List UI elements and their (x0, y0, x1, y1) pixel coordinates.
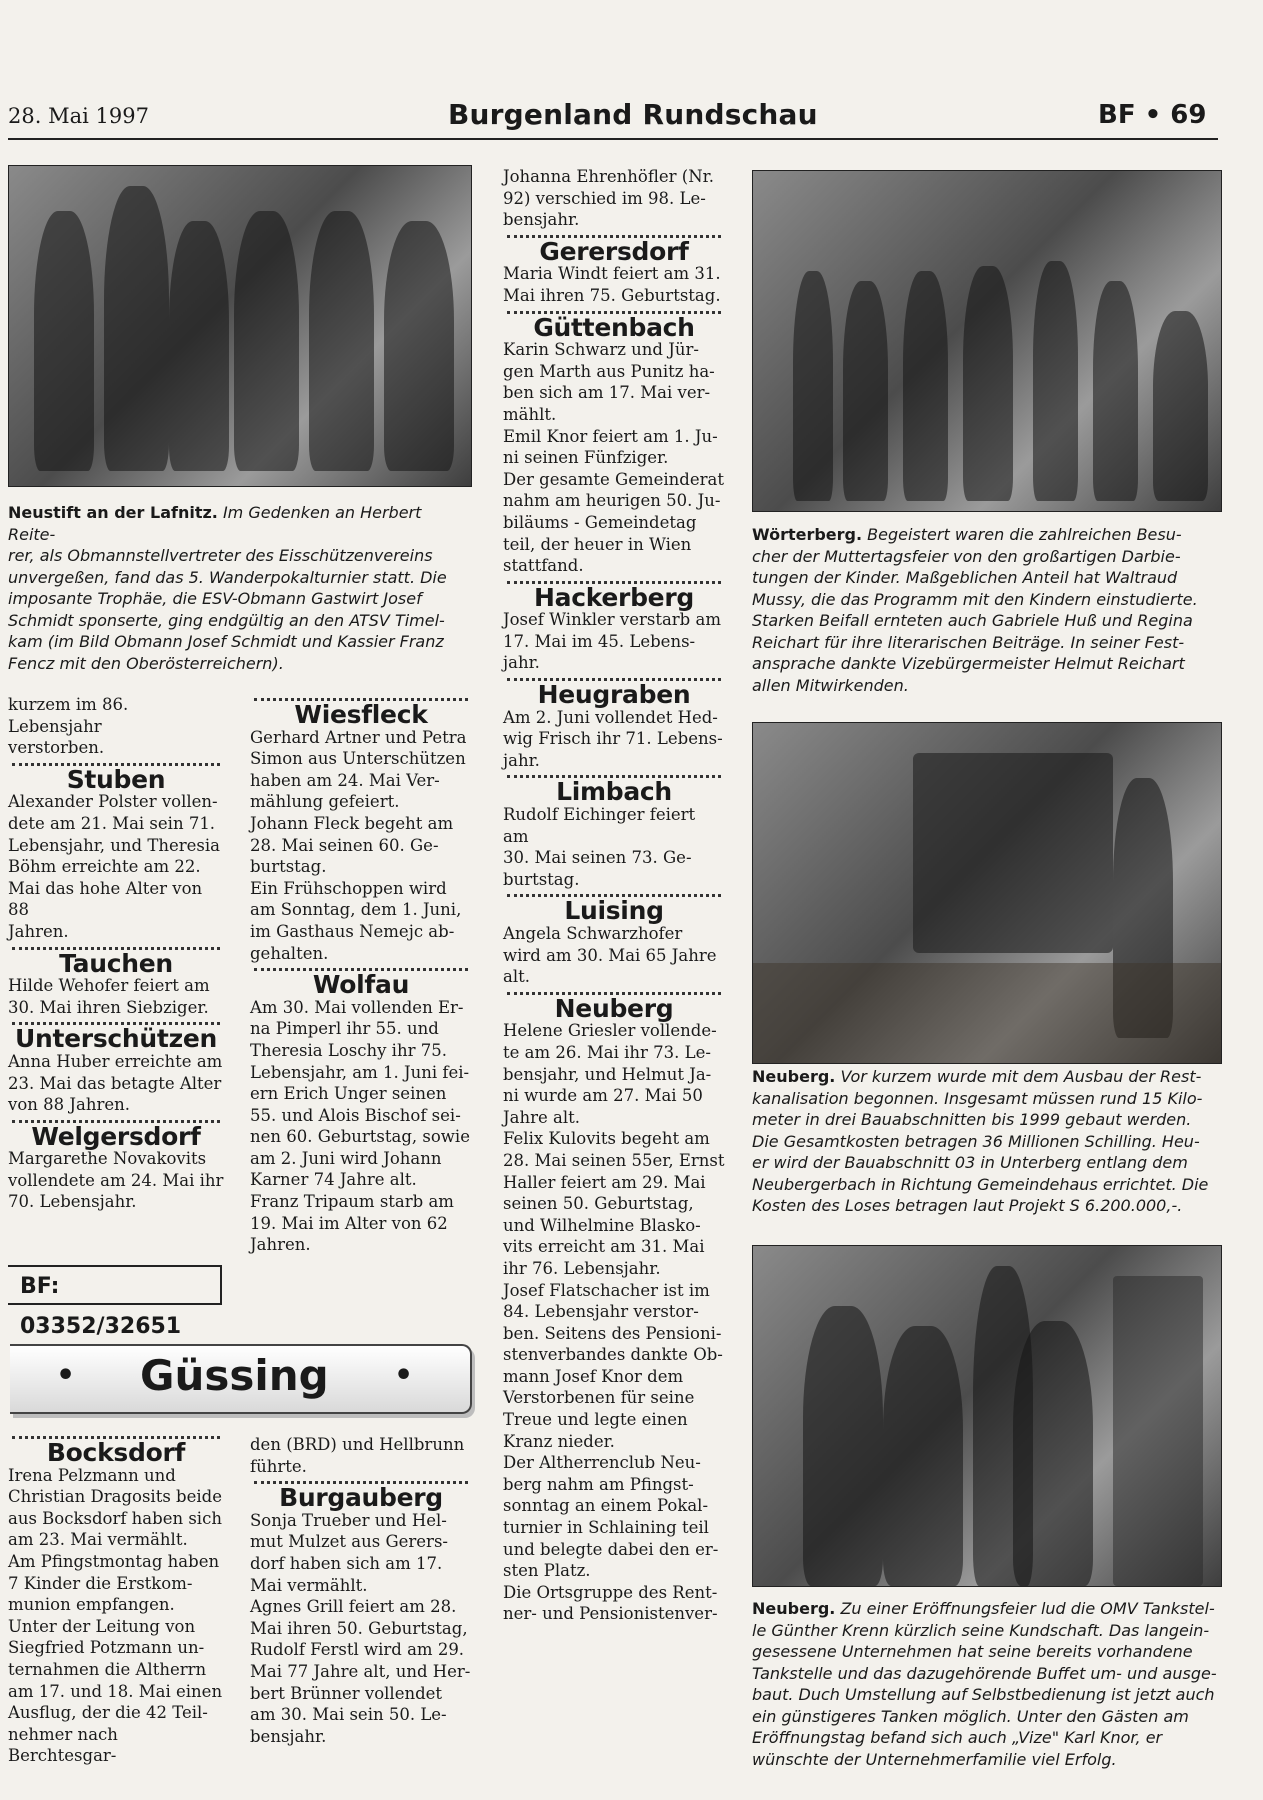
caption-place: Wörterberg. (752, 525, 863, 544)
newspaper-title: Burgenland Rundschau (448, 98, 818, 131)
heading-luising: Luising (564, 896, 664, 926)
photo-excavator-construction (752, 722, 1222, 1064)
column-c: Bocksdorf Irena Pelzmann und Christian Dragosits beide aus Bocksdorf haben sich am 23. Mai vermählt. Am Pfingstmontag haben 7 Kinder die Erstkom- munion empfangen. Unter der Leitung von Siegfried Potzmann un- ternahmen die Altherrn am 17. und 18. Mai einen Ausflug, der die 42 Teil- nehmer nach Berchtesgar- (8, 1438, 223, 1766)
caption-place: Neuberg. (752, 1067, 836, 1086)
heading-limbach: Limbach (556, 777, 672, 807)
heading-welgersdorf: Welgersdorf (31, 1121, 201, 1151)
heading-wiesfleck: Wiesfleck (294, 700, 428, 729)
banner-bullet-left: • (56, 1358, 76, 1393)
photo2-caption: Wörterberg. Begeistert waren die zahlreichen Besu- cher der Muttertagsfeier von den großartigen Darbie- tungen der Kinder. Maßgeblichen Anteil hat Waltraud Mussy, die das Programm mit den Kindern einstudierte. Starken Beifall ernteten auch Gabriele Huß und Regina Reichart für ihre literarischen Beiträge. In seiner Fest- ansprache dankte Vizebürgermeister Helmut Reichart allen Mitwirkenden. (752, 525, 1198, 695)
phone-box: BF: 03352/32651 (8, 1265, 222, 1305)
banner-title: Güssing (140, 1351, 329, 1400)
heading-guettenbach: Güttenbach (533, 312, 695, 342)
photo1-caption: Neustift an der Lafnitz. Im Gedenken an Herbert Reite- rer, als Obmannstellvertreter des Eisschützenvereins unvergeßen, fand das 5. Wanderpokalturnier statt. Die imposante Trophäe, die ESV-Obmann Gastwirt Josef Schmidt sponserte, ging endgültig an den ATSV Timel- kam (im Bild Obmann Josef Schmidt und Kassier Franz Fencz mit den Oberösterreichern). (8, 503, 447, 673)
heading-stuben: Stuben (66, 764, 166, 794)
column-d: den (BRD) und Hellbrunn führte. Burgauberg Sonja Trueber und Hel- mut Mulzet aus Gerers- dorf haben sich am 17. Mai vermählt. Agnes Grill feiert am 28. Mai ihren 50. Geburtstag, Rudolf Ferstl wird am 29. Mai 77 Jahre alt, und Her- bert Brünner vollendet am 30. Mai sein 50. Le- bensjahr. (250, 1435, 471, 1746)
banner-bullet-right: • (394, 1358, 414, 1393)
photo4-caption: Neuberg. Zu einer Eröffnungsfeier lud die OMV Tankstel- le Günther Krenn kürzlich seine Kundschaft. Das langein- gesessene Unternehmen hat seine bereits vorhandene Tankstelle und das dazugehörende Buffet um- und ausge- baut. Duch Umstellung auf Selbstbedienung ist jetzt auch ein günstigeres Tanken möglich. Unter den Gästen am Eröffnungstag befand sich auch „Vize" Karl Knor, er wünschte der Unternehmerfamilie viel Erfolg. (752, 1599, 1217, 1769)
caption-place: Neuberg. (752, 1599, 836, 1618)
column-a: kurzem im 86. Lebensjahr verstorben. Stuben Alexander Polster vollen- dete am 21. Mai sein 71. Lebensjahr, und Theresia Böhm erreichte am 22. Mai das hohe Alter von 88 Jahren. Tauchen Hilde Wehofer feiert am 30. Mai ihren Siebziger. Unterschützen Anna Huber erreichte am 23. Mai das betagte Alter von 88 Jahren. Welgersdorf Margarethe Novakovits vollendete am 24. Mai ihr 70. Lebensjahr. (8, 695, 224, 1212)
heading-tauchen: Tauchen (59, 948, 173, 978)
issue-date: 28. Mai 1997 (8, 104, 149, 128)
heading-burgauberg: Burgauberg (279, 1483, 443, 1513)
photo-team-trophy (8, 165, 472, 487)
section-banner-guessing (10, 1344, 472, 1414)
heading-neuberg: Neuberg (554, 993, 674, 1023)
photo3-caption: Neuberg. Vor kurzem wurde mit dem Ausbau der Rest- kanalisation begonnen. Insgesamt müssen rund 15 Kilo- meter in drei Bauabschnitten bis 1999 gebaut werden. Die Gesamtkosten betragen 36 Millionen Schilling. Heu- er wird der Bauabschnitt 03 in Unterberg entlang dem Neubergerbach in Richtung Gemeindehaus errichtet. Die Kosten des Loses betragen laut Projekt S 6.200.000,-. (752, 1067, 1209, 1215)
header-rule (8, 138, 1218, 140)
caption-place: Neustift an der Lafnitz. (8, 503, 218, 522)
heading-heugraben: Heugraben (537, 680, 691, 710)
column-e: Johanna Ehrenhöfler (Nr. 92) verschied im 98. Le- bensjahr. Gerersdorf Maria Windt feiert am 31. Mai ihren 75. Geburtstag. Güttenbach Karin Schwarz und Jür- gen Marth aus Punitz ha- ben sich am 17. Mai ver- mählt. Emil Knor feiert am 1. Ju- ni seinen Fünfziger. Der gesamte Gemeinderat nahm am heurigen 50. Ju- biläums - Gemeindetag teil, der heuer in Wien stattfand. Hackerberg Josef Winkler verstarb am 17. Mai im 45. Lebens- jahr. Heugraben Am 2. Juni vollendet Hed- wig Frisch ihr 71. Lebens- jahr. Limbach Rudolf Eichinger feiert am 30. Mai seinen 73. Ge- burtstag. Luising Angela Schwarzhofer wird am 30. Mai 65 Jahre alt. Neuberg Helene Griesler vollende- te am 26. Mai ihr 73. Le- bensjahr, und Helmut Ja- ni wurde am 27. Mai 50 Jahre alt. Felix Kulovits begeht am 28. Mai seinen 55er, Ernst Haller feiert am 29. Mai seinen 50. Geburtstag, und Wilhelmine Blasko- vits erreicht am 31. Mai ihr 76. Lebensjahr. Josef Flatschacher ist im 84. Lebensjahr verstor- ben. Seitens des Pensioni- stenverbandes dankte Ob- mann Josef Knor dem Verstorbenen für seine Treue und legte einen Kranz nieder. Der Altherrenclub Neu- berg nahm am Pfingst- sonntag an einem Pokal- turnier in Schlaining teil und belegte dabei den er- sten Platz. Die Ortsgruppe des Rent- ner- und Pensionistenver- (503, 167, 725, 1624)
heading-gerersdorf: Gerersdorf (539, 236, 689, 266)
heading-wolfau: Wolfau (312, 970, 410, 1000)
page-number: BF • 69 (1098, 100, 1207, 130)
photo-children-choir (752, 170, 1222, 512)
photo-petrol-station (752, 1245, 1222, 1587)
heading-hackerberg: Hackerberg (534, 582, 694, 612)
column-b: Wiesfleck Gerhard Artner und Petra Simon aus Unterschützen haben am 24. Mai Ver- mählung gefeiert. Johann Fleck begeht am 28. Mai seinen 60. Ge- burtstag. Ein Frühschoppen wird am Sonntag, dem 1. Juni, im Gasthaus Nemejc ab- gehalten. Wolfau Am 30. Mai vollenden Er- na Pimperl ihr 55. und Theresia Loschy ihr 75. Lebensjahr, am 1. Juni fei- ern Erich Unger seinen 55. und Alois Bischof sei- nen 60. Geburtstag, sowie am 2. Juni wird Johann Karner 74 Jahre alt. Franz Tripaum starb am 19. Mai im Alter von 62 Jahren. (250, 694, 472, 1256)
heading-unterschuetzen: Unterschützen (15, 1024, 217, 1054)
heading-bocksdorf: Bocksdorf (46, 1438, 186, 1467)
